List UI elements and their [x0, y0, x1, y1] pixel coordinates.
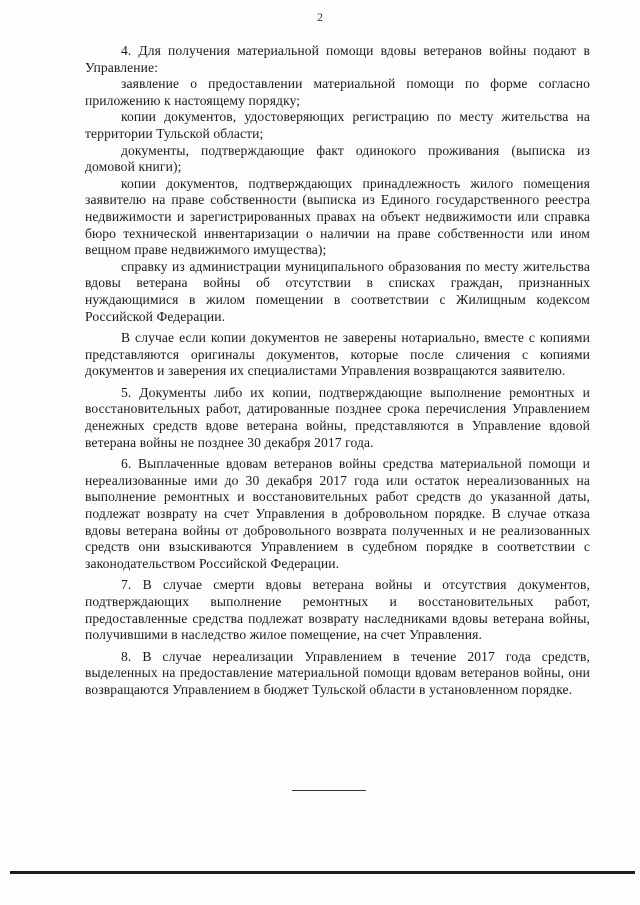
paragraph-registration-copies: копии документов, удостоверяющих регистрацию по месту жительства на территории Тульской области; — [85, 109, 590, 141]
paragraph-ownership-copies: копии документов, подтверждающих принадлежность жилого помещения заявителю на праве собственности (выписка из Единого государственного реестра недвижимости и зарегистрированных правах на объект недвижимости или справка бюро технической инвентаризации о наличии на праве собственности или ином вещном праве недвижимого имущества); — [85, 175, 590, 258]
paragraph-6: 6. Выплаченные вдовам ветеранов войны средства материальной помощи и нереализованные ими до 30 декабря 2017 года или остаток нереализованных на выполнение ремонтных и восстановительных работ средств до указанной даты, подлежат возврату на счет Управления в добровольном порядке. В случае отказа вдовы ветерана войны от добровольного возврата полученных и не реализованных средств они взыскиваются Управлением в судебном порядке в соответствии с законодательством Российской Федерации. — [85, 456, 590, 571]
paragraph-residence-docs: документы, подтверждающие факт одинокого проживания (выписка из домовой книги); — [85, 142, 590, 175]
paragraph-notarization: В случае если копии документов не заверены нотариально, вместе с копиями представляются оригиналы документов, которые после сличения с копиями документов и заверения их специалистами Управления возвращаются заявителю. — [85, 330, 590, 379]
page-number: 2 — [317, 10, 323, 24]
scan-edge-line — [10, 871, 635, 874]
end-of-document-line — [292, 790, 366, 791]
paragraph-application: заявление о предоставлении материальной помощи по форме согласно приложению к настоящему порядку; — [85, 76, 590, 108]
paragraph-8: 8. В случае нереализации Управлением в течение 2017 года средств, выделенных на предоставление материальной помощи вдовам ветеранов войны, они возвращаются Управлением в бюджет Тульской области в установленном порядке. — [85, 648, 590, 697]
document-body — [85, 43, 590, 699]
paragraph-municipal-certificate: справку из администрации муниципального образования по месту жительства вдовы ветерана войны об отсутствии в списках граждан, признанных нуждающимися в жилом помещении в соответствии с Жилищным кодексом Российской Федерации. — [85, 258, 590, 324]
paragraph-5: 5. Документы либо их копии, подтверждающие выполнение ремонтных и восстановительных работ, датированные позднее срока перечисления Управлением денежных средств вдове ветерана войны, представляются в Управление вдовой ветерана войны не позднее 30 декабря 2017 года. — [85, 384, 590, 450]
paragraph-4-intro: 4. Для получения материальной помощи вдовы ветеранов войны подают в Управление: — [85, 43, 590, 75]
paragraph-7: 7. В случае смерти вдовы ветерана войны и отсутствия документов, подтверждающих выполнение ремонтных и восстановительных работ, предоставленные средства подлежат возврату наследниками вдовы ветерана войны, получившими в наследство жилое помещение, на счет Управления. — [85, 577, 590, 643]
